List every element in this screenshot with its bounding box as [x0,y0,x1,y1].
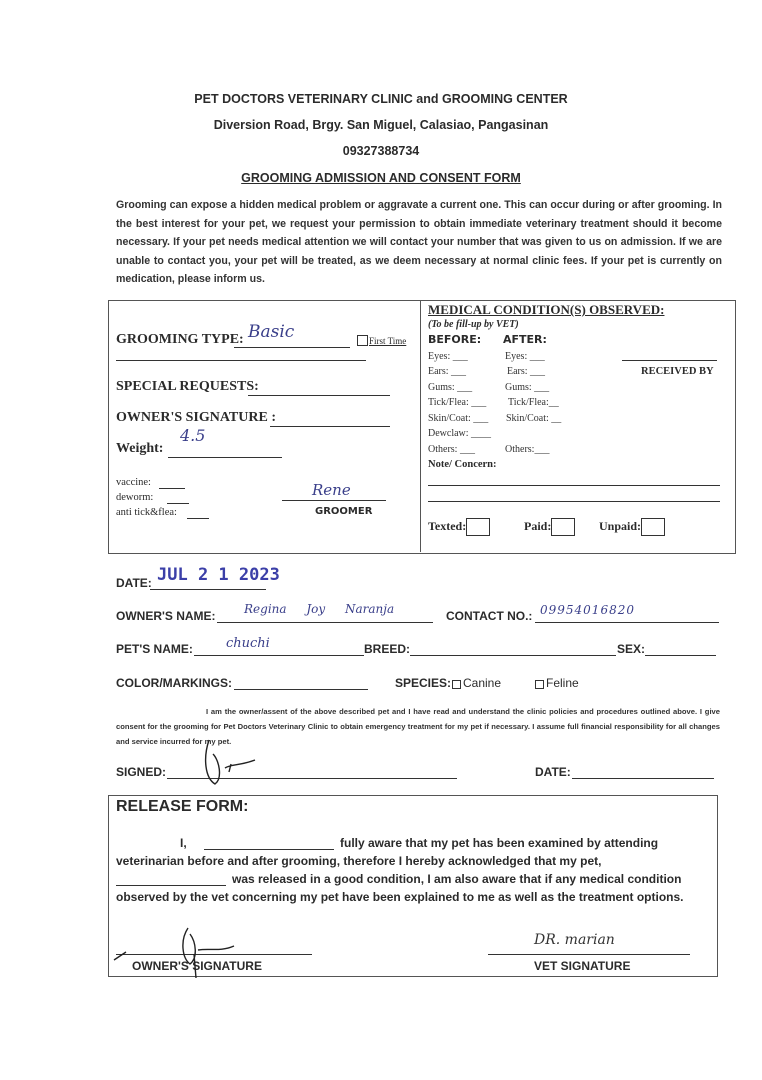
tick-after-label: Tick/Flea: [508,397,549,408]
gums-before: Gums: ___ [428,382,473,393]
owner-signature-scribble [195,738,270,788]
special-requests-field[interactable] [248,378,390,396]
anti-tick-label: anti tick&flea: [116,507,177,518]
others-after: Others:___ [505,444,550,455]
unpaid-label: Unpaid: [599,518,642,533]
anti-tick-field[interactable] [187,509,209,519]
medical-subtitle: (To be fill-up by VET) [428,319,519,330]
vet-sig-label: VET SIGNATURE [534,959,631,973]
tick-before: Tick/Flea: ___ [428,397,487,408]
vaccine-field[interactable] [159,479,185,489]
canine-checkbox[interactable] [452,680,461,689]
others-before-label: Others: [428,444,458,455]
unpaid-checkbox[interactable] [641,518,665,536]
dewclaw-label: Dewclaw: [428,428,469,439]
date2-field[interactable] [572,763,714,779]
others-before: Others: ___ [428,444,475,455]
gums-after: Gums: ___ [505,382,550,393]
before-label: BEFORE: [428,333,482,346]
tick-after: Tick/Flea:__ [508,397,559,408]
gums-after-label: Gums: [505,382,532,393]
release-line-2: veterinarian before and after grooming, therefore I hereby acknowledged that my pet, [116,854,602,868]
texted-row [428,518,490,536]
note-label: Note/ Concern: [428,459,497,470]
unpaid-row [599,518,665,536]
special-requests-label: SPECIAL REQUESTS: [116,379,259,394]
skin-before: Skin/Coat: ___ [428,413,489,424]
sex-field[interactable] [645,640,716,656]
breed-field[interactable] [410,640,616,656]
panel-divider [420,300,421,552]
owner-signature-label: OWNER'S SIGNATURE : [116,410,276,425]
weight-label: Weight: [116,441,164,456]
skin-after: Skin/Coat: __ [506,413,562,424]
release-line1-text: fully aware that my pet has been examined by attending [340,836,659,850]
sex-label: SEX: [617,642,646,656]
after-label: AFTER: [503,333,547,346]
ears-before-label: Ears: [428,366,449,377]
release-title: RELEASE FORM: [116,798,249,815]
form-title: GROOMING ADMISSION AND CONSENT FORM [241,171,521,185]
skin-after-label: Skin/Coat: [506,413,549,424]
release-name-field[interactable] [204,836,334,850]
paid-row [524,518,575,536]
grooming-type-value: Basic [248,322,295,342]
texted-checkbox[interactable] [466,518,490,536]
feline-checkbox[interactable] [535,680,544,689]
grooming-type-label: GROOMING TYPE: [116,332,244,347]
clinic-phone: 09327388734 [342,144,420,158]
date2-label: DATE: [535,765,571,779]
form-title-wrap [0,169,762,187]
groomer-label: GROOMER [315,506,373,517]
release-i: I, [180,836,187,850]
clinic-address: Diversion Road, Brgy. San Miguel, Calasiao, Pangasinan [213,118,549,132]
tick-before-label: Tick/Flea: [428,397,469,408]
owner-sig-label: OWNER'S SIGNATURE [132,959,262,973]
grooming-type-line2[interactable] [116,348,366,361]
texted-label: Texted: [428,518,467,533]
others-after-label: Others: [505,444,535,455]
feline-label: Feline [546,676,579,690]
canine-label: Canine [463,676,502,690]
vet-sig-line[interactable] [488,954,690,955]
release-paragraph [116,834,712,906]
medical-title: MEDICAL CONDITION(S) OBSERVED: [428,302,665,317]
release-line3-text: was released in a good condition, I am also aware that if any medical condition [232,872,682,886]
owner-name-value: Regina Joy Naranja [244,602,395,616]
note-line-1[interactable] [428,485,720,486]
first-time-checkbox[interactable] [357,335,368,346]
groomer-line [282,500,386,501]
clinic-name: PET DOCTORS VETERINARY CLINIC and GROOMING CENTER [194,92,568,106]
release-owner-scribble [110,920,240,982]
pet-name-field[interactable] [194,640,364,656]
release-pet-field[interactable] [116,872,226,886]
ears-after-label: Ears: [507,366,528,377]
groomer-value: Rene [312,481,351,499]
weight-value: 4.5 [180,426,206,445]
owner-signature-field[interactable] [270,409,390,427]
paid-label: Paid: [524,518,552,533]
first-time-label: First Time [369,336,407,346]
skin-before-label: Skin/Coat: [428,413,471,424]
color-field[interactable] [234,674,368,690]
eyes-before-label: Eyes: [428,351,451,362]
eyes-after: Eyes: ___ [505,351,545,362]
release-line-3 [116,870,712,888]
species-label: SPECIES: [395,676,452,690]
contact-value: 09954016820 [540,603,635,617]
consent-paragraph: I am the owner/assent of the above described pet and I have read and understand the clinic policies and procedures outlined above. I give consent for the grooming for Pet Doctors Veterinary Clinic to obtain emergency treatment for my pet if necessary. I assume full financial responsibility for all changes and service incurred for my pet. [116,707,720,746]
intro-paragraph: Grooming can expose a hidden medical problem or aggravate a current one. This can occur during or after grooming. In the best interest for your pet, we request your permission to obtain immediate veterinary treatment should it become necessary. If your pet needs medical attention we will contact your number that was given to us on admission. If we are unable to contact you, your pet will be treated, as we deem necessary at normal clinic fees. If your pet is currently on medication, please inform us. [116,199,722,285]
vet-sig-value: DR. marian [534,932,615,948]
breed-label: BREED: [364,642,411,656]
signed-label: SIGNED: [116,765,167,779]
eyes-after-label: Eyes: [505,351,528,362]
deworm-field[interactable] [167,494,189,504]
dewclaw-before: Dewclaw: ____ [428,428,492,439]
gums-before-label: Gums: [428,382,455,393]
eyes-before: Eyes: ___ [428,351,468,362]
release-line-4: observed by the vet concerning my pet have been explained to me as well as the treatment options. [116,890,684,904]
deworm-label: deworm: [116,492,154,503]
color-label: COLOR/MARKINGS: [116,676,232,690]
owner-name-label: OWNER'S NAME: [116,609,216,623]
release-line-1 [116,834,712,852]
pet-name-label: PET'S NAME: [116,642,193,656]
date-stamp: JUL 2 1 2023 [157,565,280,585]
note-line-2[interactable] [428,501,720,502]
paid-checkbox[interactable] [551,518,575,536]
ears-after: Ears: ___ [507,366,546,377]
date-label: DATE: [116,576,152,590]
received-by-line[interactable] [622,360,717,361]
vaccine-label: vaccine: [116,477,151,488]
ears-before: Ears: ___ [428,366,467,377]
contact-label: CONTACT NO.: [446,609,533,623]
received-by-label: RECEIVED BY [641,366,714,377]
pet-name-value: chuchi [226,636,270,651]
